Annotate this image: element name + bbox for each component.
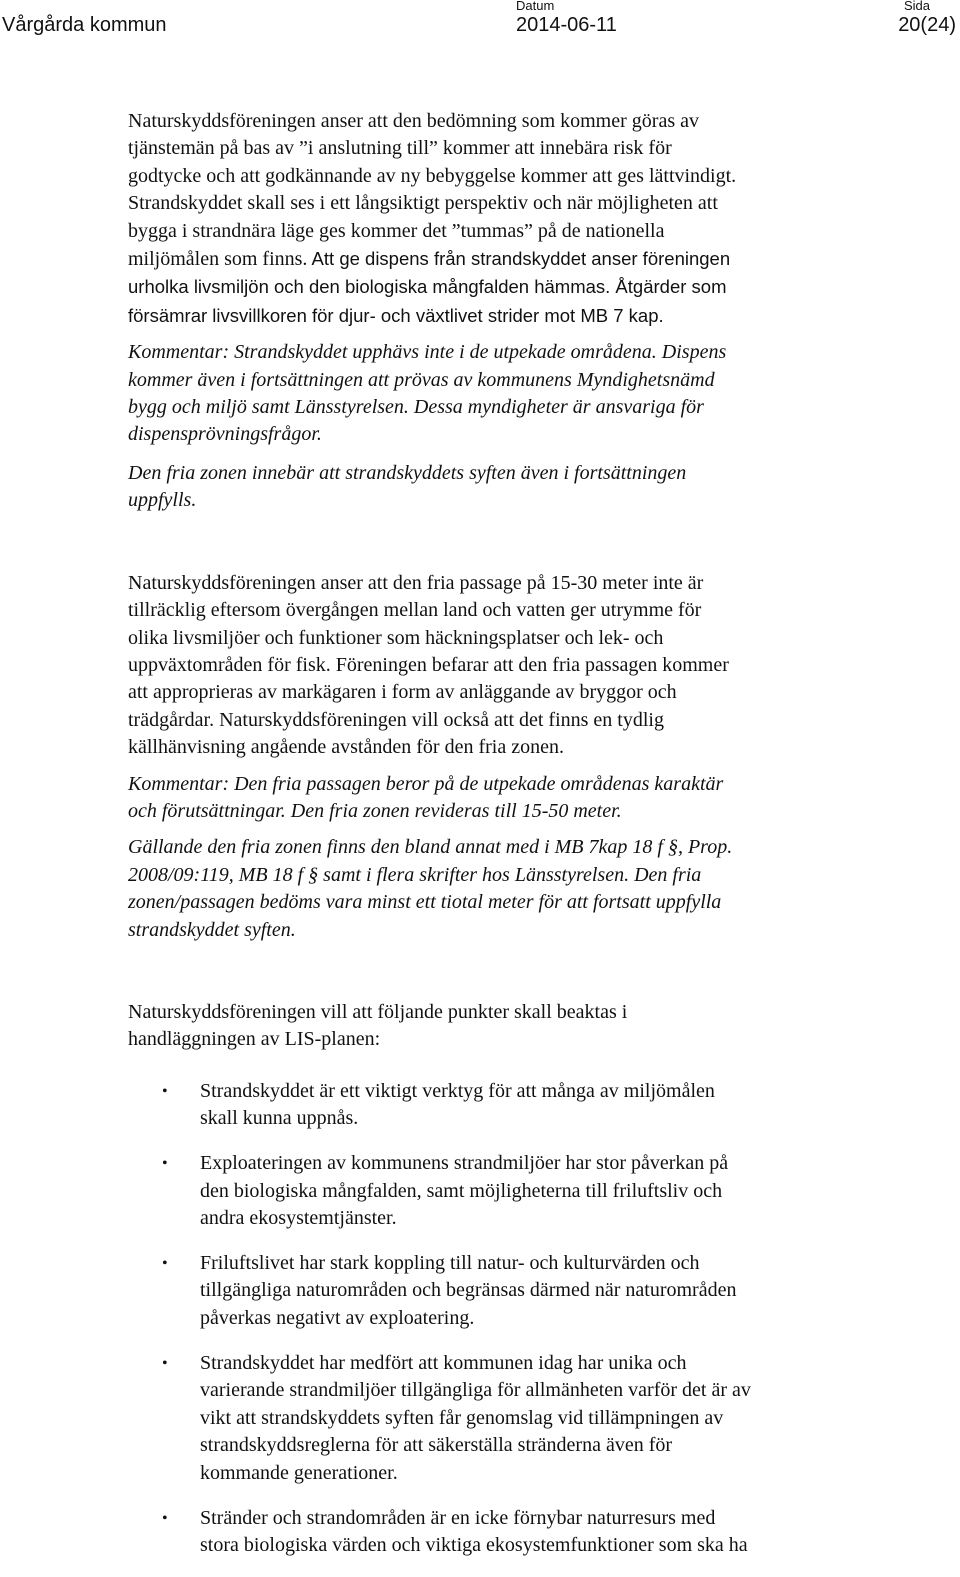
text-line: stora biologiska värden och viktiga ekosystemfunktioner som ska ha <box>200 1534 748 1557</box>
text-line: Kommentar: Den fria passagen beror på de utpekade områdenas karaktär <box>128 772 724 795</box>
document-date: 2014-06-11 <box>516 14 617 36</box>
text-line: skall kunna uppnås. <box>200 1107 359 1130</box>
bullet-item <box>128 1350 868 1488</box>
text-fragment: Dispens <box>656 341 727 364</box>
comment-fria-zonen <box>128 460 868 515</box>
page-label: Sida <box>903 0 930 13</box>
paragraph-fri-passage <box>128 570 868 762</box>
text-line: källhänvisning angående avstånden för den fria zonen. <box>128 736 564 759</box>
bullet-icon: • <box>162 1082 168 1100</box>
text-line: Naturskyddsföreningen anser att den fria passage på 15-30 meter inte är <box>128 571 704 594</box>
text-line: uppväxtområden för fisk. Föreningen befarar att den fria passagen kommer <box>128 653 729 676</box>
text-line: Den fria zonen innebär att strandskyddets syften även i fortsättningen <box>128 461 687 484</box>
text-line: den biologiska mångfalden, samt möjligheterna till friluftsliv och <box>200 1179 723 1202</box>
text-line: Exploateringen av kommunens strandmiljöer har stor påverkan på <box>200 1151 729 1174</box>
text-line: handläggningen av LIS-planen: <box>128 1028 381 1051</box>
text-line: Kommentar: Strandskyddet upphävs inte i de utpekade områdena. <box>128 341 657 364</box>
text-line: Strandskyddet skall ses i ett långsiktigt perspektiv och när möjligheten att <box>128 192 718 215</box>
comment-fria-passagen <box>128 771 868 826</box>
text-line: Naturskyddsföreningen anser att den bedömning som kommer göras av <box>128 110 699 132</box>
comment-lagrum <box>128 834 868 944</box>
text-line: Stränder och strandområden är en icke förnybar naturresurs med <box>200 1506 716 1529</box>
organization-name: Vårgårda kommun <box>2 14 167 36</box>
bullet-icon: • <box>162 1354 168 1372</box>
text-line: kommande generationer. <box>200 1461 398 1484</box>
text-line: och förutsättningar. Den fria zonen revideras till 15-50 meter. <box>128 799 622 822</box>
bullet-icon: • <box>162 1254 168 1272</box>
bullet-icon: • <box>162 1154 168 1172</box>
bullet-item <box>128 1078 868 1133</box>
page-number: 20(24) <box>898 14 956 36</box>
text-line: urholka livsmiljön och den biologiska mångfalden hämmas. <box>128 276 611 298</box>
text-line: trädgårdar. Naturskyddsföreningen vill också att det finns en tydlig <box>128 708 664 731</box>
text-line: olika livsmiljöer och funktioner som häckningsplatser och lek- och <box>128 626 664 649</box>
text-line: andra ekosystemtjänster. <box>200 1207 397 1230</box>
text-line: bygg och miljö samt Länsstyrelsen. <box>128 396 409 419</box>
text-line: att approprieras av markägaren i form av anläggande av bryggor och <box>128 681 677 704</box>
page-header <box>0 0 960 44</box>
text-line: Naturskyddsföreningen vill att följande punkter skall beaktas i <box>128 1000 628 1023</box>
text-line: dispensprövningsfrågor. <box>128 423 322 446</box>
paragraph-punkter-intro <box>128 999 868 1054</box>
document-body <box>128 108 868 1577</box>
text-line: 2008/09:119, MB 18 f § samt i flera skrifter hos Länsstyrelsen. Den fria <box>128 863 702 886</box>
text-line: påverkas negativt av exploatering. <box>200 1306 475 1329</box>
text-line: strandskyddsreglerna för att säkerställa stränderna även för <box>200 1434 673 1457</box>
text-line: Strandskyddet är ett viktigt verktyg för att många av miljömålen <box>200 1079 715 1102</box>
bullet-list <box>128 1078 868 1560</box>
date-label: Datum <box>516 0 555 13</box>
text-fragment: Dessa myndigheter är ansvariga för <box>408 396 704 419</box>
text-line: varierande strandmiljöer tillgängliga för allmänheten varför det är av <box>200 1379 751 1402</box>
text-line: Strandskyddet har medfört att kommunen idag har unika och <box>200 1351 687 1374</box>
comment-dispens <box>128 339 868 449</box>
bullet-icon: • <box>162 1509 168 1527</box>
text-line: Gällande den fria zonen finns den bland annat med i MB 7kap 18 f §, Prop. <box>128 836 733 859</box>
text-line: kommer även i fortsättningen att prövas av kommunens Myndighetsnämd <box>128 368 715 391</box>
text-line: vikt att strandskyddets syften får genomslag vid tillämpningen av <box>200 1406 724 1429</box>
text-line: bygga i strandnära läge ges kommer det ”tummas” på de nationella <box>128 219 665 242</box>
bullet-item <box>128 1505 868 1560</box>
bullet-item <box>128 1250 868 1333</box>
bullet-item <box>128 1150 868 1233</box>
text-line: tillgängliga naturområden och begränsas därmed när naturområden <box>200 1279 737 1302</box>
text-line: zonen/passagen bedöms vara minst ett tiotal meter för att fortsatt uppfylla <box>128 891 722 914</box>
text-line: miljömålen som finns. <box>128 248 308 271</box>
text-line: uppfylls. <box>128 489 197 512</box>
text-line: godtycke och att godkännande av ny bebyggelse kommer att ges lättvindigt. <box>128 164 737 187</box>
text-line: tjänstemän på bas av ”i anslutning till” kommer att innebära risk för <box>128 137 672 160</box>
text-line: tillräcklig eftersom övergången mellan land och vatten ger utrymme för <box>128 599 702 622</box>
paragraph-strandskydd-risk <box>128 108 868 330</box>
text-fragment: Åtgärder som <box>610 276 727 298</box>
text-line: försämrar livsvillkoren för djur- och växtlivet strider mot MB 7 kap. <box>128 304 664 326</box>
text-line: Friluftslivet har stark koppling till natur- och kulturvärden och <box>200 1251 700 1274</box>
text-fragment: Att ge dispens från strandskyddet anser föreningen <box>307 248 731 270</box>
text-line: strandskyddet syften. <box>128 918 296 941</box>
